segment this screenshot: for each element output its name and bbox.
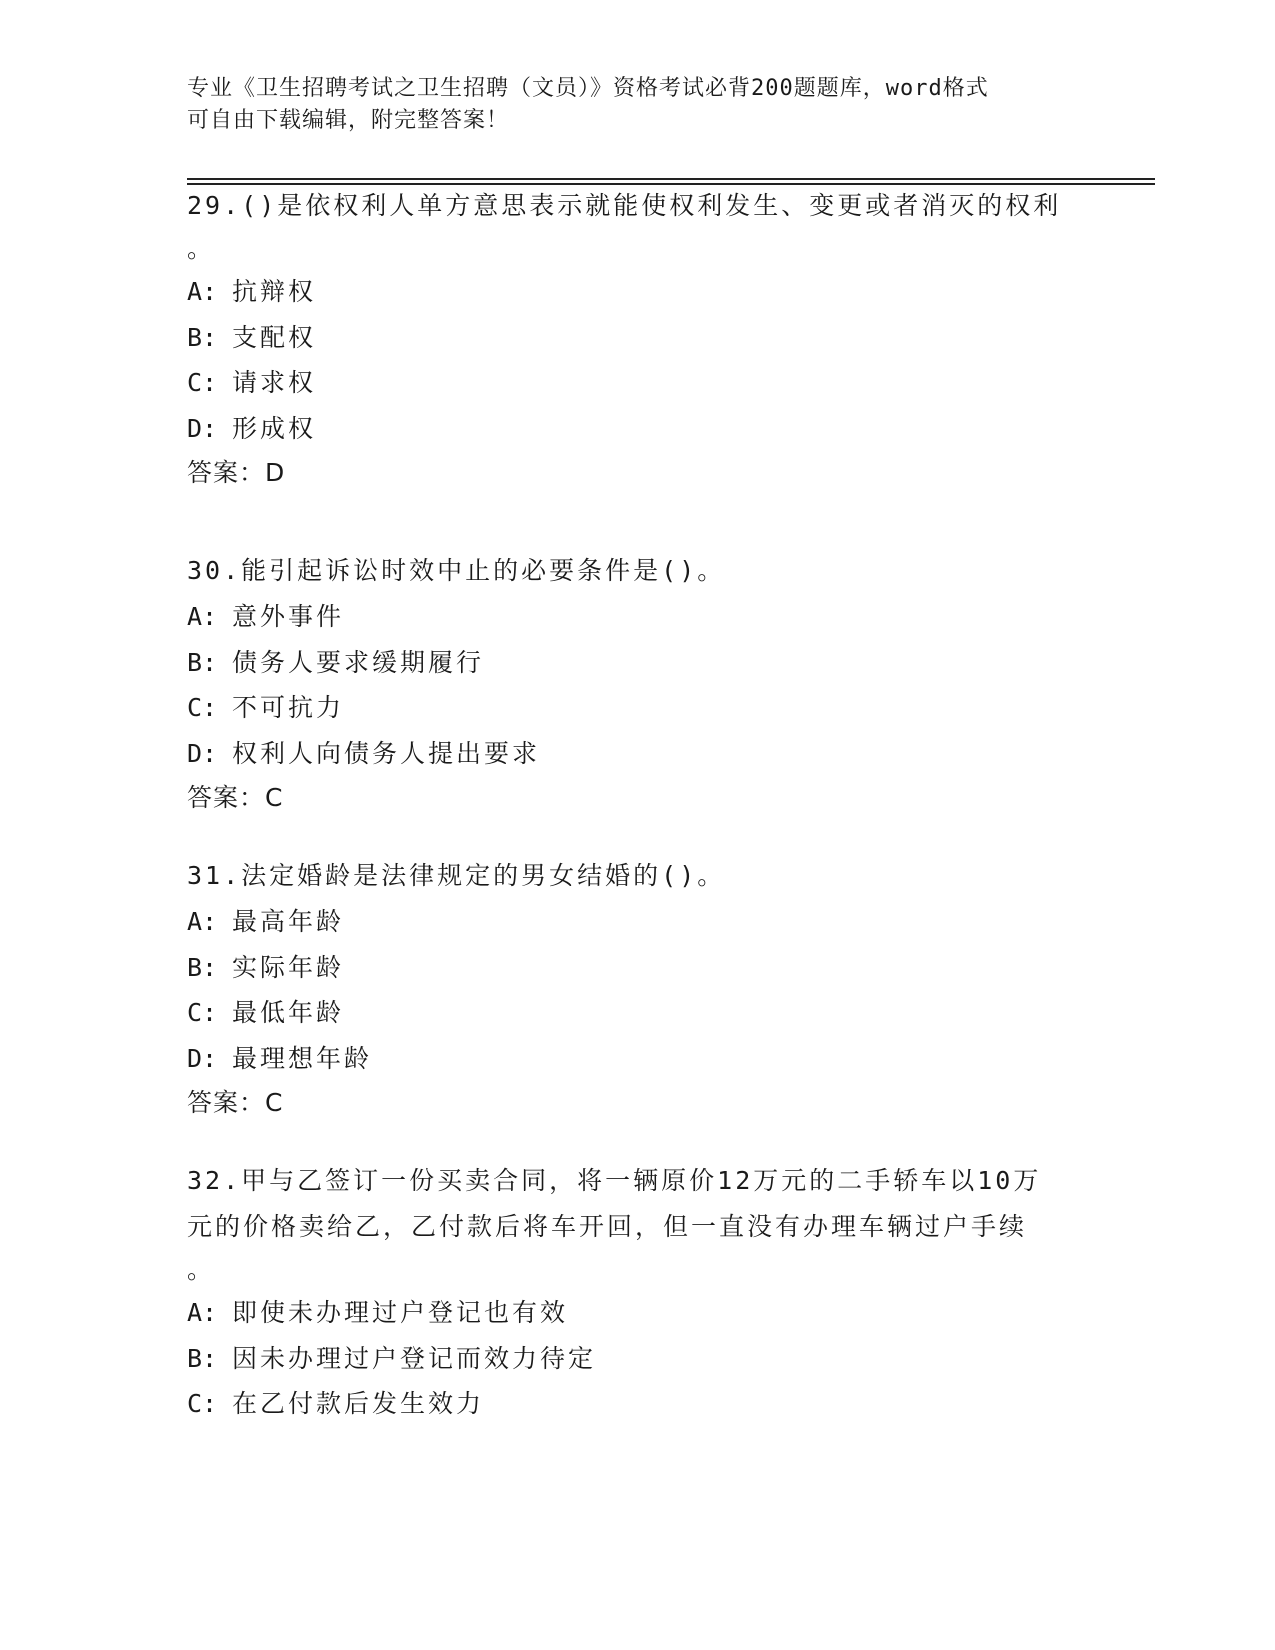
question-text-end: 。 — [187, 1255, 216, 1284]
option-text: 支配权 — [232, 322, 317, 352]
option-c — [187, 685, 1087, 731]
option-c — [187, 360, 1087, 406]
option-text: 最低年龄 — [232, 998, 345, 1027]
option-b — [187, 315, 1087, 361]
option-c — [187, 1381, 1087, 1427]
option-text: 意外事件 — [232, 602, 345, 631]
option-text: 请求权 — [232, 368, 317, 397]
option-b — [187, 640, 1087, 686]
option-text: 债务人要求缓期履行 — [232, 647, 485, 677]
option-text: 不可抗力 — [232, 693, 345, 722]
option-text: 最理想年龄 — [232, 1043, 373, 1073]
option-a — [187, 899, 1087, 945]
question-32 — [187, 1158, 1087, 1427]
option-key: C: — [187, 1389, 218, 1418]
option-key: A: — [187, 1298, 218, 1327]
option-a — [187, 594, 1087, 640]
answer: 答案：C — [187, 783, 284, 812]
answer: 答案：D — [187, 458, 286, 487]
question-text: 32.甲与乙签订一份买卖合同，将一辆原价12万元的二手轿车以10万 — [187, 1166, 1042, 1195]
question-31 — [187, 853, 1087, 1125]
option-key: A: — [187, 277, 218, 306]
option-text: 形成权 — [232, 413, 317, 443]
option-key: D: — [187, 738, 218, 768]
document-header — [187, 73, 1067, 137]
option-key: B: — [187, 322, 218, 352]
option-b — [187, 945, 1087, 991]
option-text: 即使未办理过户登记也有效 — [232, 1298, 569, 1327]
option-c — [187, 990, 1087, 1036]
option-key: B: — [187, 647, 218, 677]
option-text: 因未办理过户登记而效力待定 — [232, 1343, 597, 1373]
option-text: 在乙付款后发生效力 — [232, 1389, 485, 1418]
option-key: B: — [187, 1343, 218, 1373]
question-text: 30.能引起诉讼时效中止的必要条件是()。 — [187, 556, 726, 585]
question-30 — [187, 548, 1087, 820]
option-d — [187, 406, 1087, 452]
option-text: 实际年龄 — [232, 952, 345, 982]
option-text: 权利人向债务人提出要求 — [232, 738, 541, 768]
option-key: C: — [187, 998, 218, 1027]
option-text: 抗辩权 — [232, 277, 317, 306]
option-b — [187, 1336, 1087, 1382]
option-key: A: — [187, 602, 218, 631]
question-text-continued: 。 — [187, 234, 216, 263]
option-a — [187, 1290, 1087, 1336]
option-key: C: — [187, 368, 218, 397]
header-line-1: 专业《卫生招聘考试之卫生招聘（文员）》资格考试必背200题题库，word格式 — [187, 76, 989, 101]
question-text: 29.()是依权利人单方意思表示就能使权利发生、变更或者消灭的权利 — [187, 191, 1062, 220]
option-key: B: — [187, 952, 218, 982]
option-key: D: — [187, 413, 218, 443]
option-d — [187, 1036, 1087, 1082]
question-text-continued: 元的价格卖给乙，乙付款后将车开回，但一直没有办理车辆过户手续 — [187, 1212, 1028, 1241]
question-29 — [187, 183, 1087, 495]
option-key: C: — [187, 693, 218, 722]
option-key: A: — [187, 907, 218, 936]
answer: 答案：C — [187, 1088, 284, 1117]
option-d — [187, 731, 1087, 777]
header-line-2: 可自由下载编辑，附完整答案！ — [187, 108, 510, 133]
header-divider-top — [187, 178, 1155, 180]
question-text: 31.法定婚龄是法律规定的男女结婚的()。 — [187, 861, 726, 890]
option-a — [187, 269, 1087, 315]
option-text: 最高年龄 — [232, 907, 345, 936]
option-key: D: — [187, 1043, 218, 1073]
